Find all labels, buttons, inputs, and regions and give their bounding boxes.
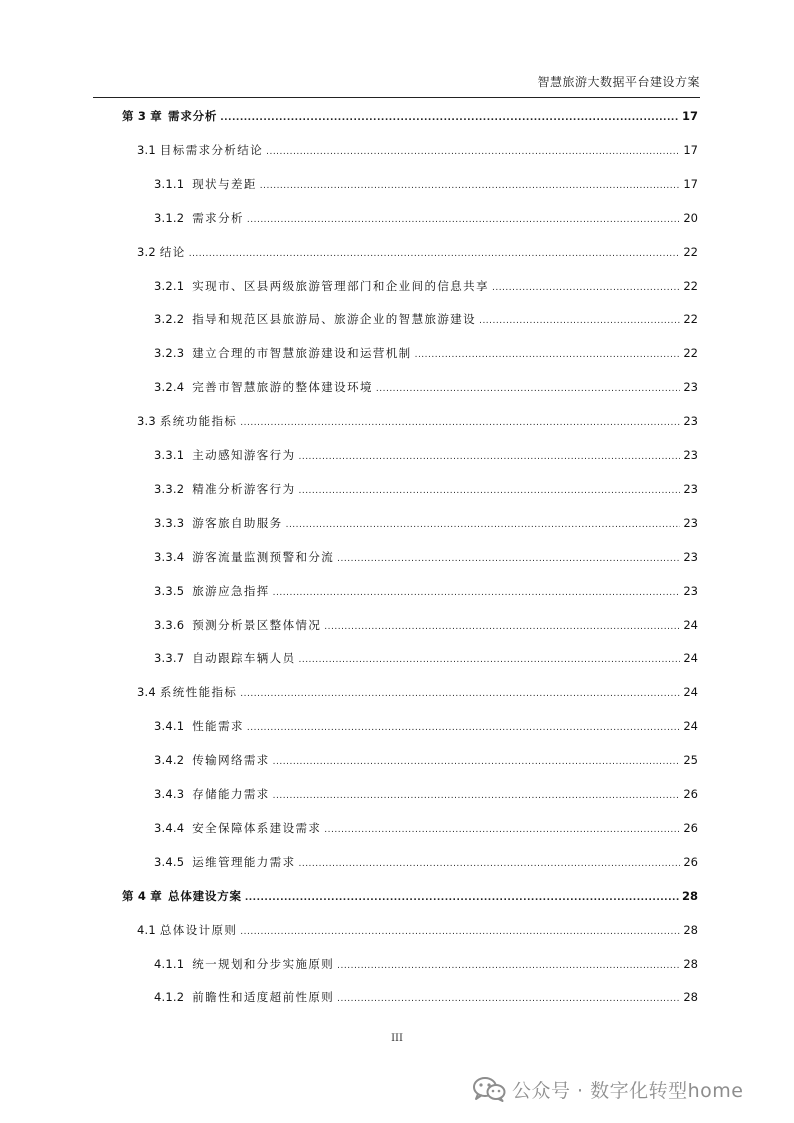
toc-dot-leader bbox=[298, 448, 680, 466]
toc-entry-number: 3.3.6 bbox=[154, 617, 185, 632]
toc-entry-title: 游客旅自助服务 bbox=[192, 515, 283, 530]
toc-dot-leader bbox=[273, 787, 681, 805]
toc-entry[interactable] bbox=[154, 955, 698, 973]
toc-dot-leader bbox=[298, 651, 680, 669]
toc-entry-page: 26 bbox=[683, 854, 698, 869]
toc-entry-page: 22 bbox=[683, 278, 698, 293]
toc-dot-leader bbox=[337, 990, 680, 1008]
toc-entry[interactable] bbox=[137, 683, 698, 701]
toc-entry-title: 现状与差距 bbox=[192, 176, 257, 191]
toc-entry-number: 3.3 bbox=[137, 414, 156, 429]
toc-entry-title: 主动感知游客行为 bbox=[192, 448, 296, 462]
toc-entry-title: 前瞻性和适度超前性原则 bbox=[192, 990, 335, 1005]
toc-entry[interactable] bbox=[154, 209, 698, 227]
toc-entry-page: 28 bbox=[683, 990, 698, 1005]
toc-entry-number: 3.4.2 bbox=[154, 753, 185, 768]
toc-entry-number: 3.4.3 bbox=[154, 787, 185, 801]
toc-entry-number: 3.2.3 bbox=[154, 346, 185, 361]
toc-entry-page: 23 bbox=[683, 583, 698, 598]
toc-dot-leader bbox=[273, 753, 681, 771]
toc-entry-number: 3.1.1 bbox=[154, 176, 185, 191]
toc-entry-title: 游客流量监测预警和分流 bbox=[192, 549, 335, 564]
toc-chapter-entry[interactable] bbox=[122, 887, 698, 905]
wechat-icon bbox=[472, 1076, 506, 1102]
toc-entry-page: 24 bbox=[683, 651, 698, 666]
toc-entry[interactable] bbox=[154, 853, 698, 871]
toc-entry-number: 第 3 章 bbox=[122, 109, 163, 123]
toc-entry[interactable] bbox=[154, 378, 698, 396]
toc-entry-page: 22 bbox=[683, 244, 698, 259]
toc-entry[interactable] bbox=[154, 785, 698, 803]
toc-entry-page: 26 bbox=[683, 820, 698, 835]
toc-entry-number: 3.2 bbox=[137, 244, 156, 259]
toc-entry-title: 精准分析游客行为 bbox=[192, 481, 296, 496]
toc-entry[interactable] bbox=[137, 412, 698, 430]
toc-entry-title: 系统性能指标 bbox=[159, 685, 238, 700]
toc-entry-title: 统一规划和分步实施原则 bbox=[192, 956, 335, 971]
toc-entry[interactable] bbox=[137, 141, 698, 159]
toc-entry-number: 3.3.1 bbox=[154, 448, 185, 462]
toc-entry[interactable] bbox=[154, 514, 698, 532]
toc-entry-page: 23 bbox=[683, 380, 698, 395]
toc-dot-leader bbox=[492, 279, 680, 297]
toc-entry[interactable] bbox=[154, 344, 698, 362]
toc-entry-title: 目标需求分析结论 bbox=[159, 142, 264, 157]
toc-entry-page: 23 bbox=[683, 481, 698, 496]
toc-entry-title: 建立合理的市智慧旅游建设和运营机制 bbox=[192, 346, 412, 361]
toc-entry-title: 系统功能指标 bbox=[159, 414, 238, 429]
page-header bbox=[93, 71, 700, 98]
toc-entry-page: 24 bbox=[683, 719, 698, 734]
toc-entry[interactable] bbox=[154, 310, 698, 328]
page-number: III bbox=[391, 1033, 403, 1044]
watermark bbox=[472, 1074, 743, 1104]
watermark-text: 公众号 · 数字化转型home bbox=[512, 1079, 744, 1102]
toc-entry-number: 3.4.1 bbox=[154, 719, 185, 734]
toc-chapter-entry[interactable] bbox=[122, 107, 698, 125]
toc-entry-page: 24 bbox=[683, 617, 698, 632]
toc-entry[interactable] bbox=[154, 277, 698, 295]
toc-entry-page: 26 bbox=[683, 787, 698, 801]
toc-entry-title: 旅游应急指挥 bbox=[192, 583, 270, 598]
toc-entry-number: 第 4 章 bbox=[122, 888, 163, 903]
toc-entry-page: 23 bbox=[683, 549, 698, 564]
toc-entry[interactable] bbox=[154, 649, 698, 667]
toc-entry-number: 3.3.3 bbox=[154, 515, 185, 530]
toc-entry-page: 22 bbox=[683, 312, 698, 327]
toc-entry-number: 3.3.5 bbox=[154, 583, 185, 598]
toc-dot-leader bbox=[220, 109, 679, 127]
toc-entry[interactable] bbox=[154, 175, 698, 193]
toc-dot-leader bbox=[298, 482, 680, 500]
toc-entry-number: 4.1.2 bbox=[154, 990, 185, 1005]
toc-entry-number: 3.4.4 bbox=[154, 820, 185, 835]
toc-entry-page: 24 bbox=[683, 685, 698, 700]
toc-dot-leader bbox=[298, 855, 680, 873]
toc-entry-number: 3.1.2 bbox=[154, 210, 185, 225]
toc-entry[interactable] bbox=[137, 243, 698, 261]
toc-entry-title: 传输网络需求 bbox=[192, 753, 270, 768]
toc-entry-title: 自动跟踪车辆人员 bbox=[192, 651, 296, 666]
toc-entry-page: 23 bbox=[683, 515, 698, 530]
toc-entry-title: 性能需求 bbox=[192, 719, 244, 734]
toc-entry-title: 完善市智慧旅游的整体建设环境 bbox=[192, 380, 373, 395]
toc-entry-number: 3.2.1 bbox=[154, 278, 185, 293]
toc-entry[interactable] bbox=[137, 921, 698, 939]
toc-entry[interactable] bbox=[154, 480, 698, 498]
toc-entry-title: 实现市、区县两级旅游管理部门和企业间的信息共享 bbox=[192, 278, 489, 293]
toc-entry[interactable] bbox=[154, 717, 698, 735]
toc-entry-page: 17 bbox=[683, 176, 698, 191]
toc-dot-leader bbox=[240, 685, 680, 703]
document-title: 智慧旅游大数据平台建设方案 bbox=[537, 75, 700, 89]
toc-entry[interactable] bbox=[154, 582, 698, 600]
toc-dot-leader bbox=[266, 143, 680, 161]
toc-dot-leader bbox=[337, 957, 680, 975]
toc-entry-title: 指导和规范区县旅游局、旅游企业的智慧旅游建设 bbox=[192, 312, 477, 327]
toc-entry-title: 运维管理能力需求 bbox=[192, 854, 296, 869]
toc-entry-number: 3.3.2 bbox=[154, 481, 185, 496]
toc-entry-number: 3.3.4 bbox=[154, 549, 185, 564]
toc-dot-leader bbox=[260, 177, 681, 195]
toc-entry-page: 23 bbox=[683, 414, 698, 429]
toc-entry-number: 4.1.1 bbox=[154, 956, 185, 971]
toc-entry-page: 17 bbox=[683, 142, 698, 157]
toc-entry-page: 25 bbox=[683, 753, 698, 768]
toc-entry-title: 总体建设方案 bbox=[168, 888, 242, 903]
toc-dot-leader bbox=[337, 550, 680, 568]
toc-dot-leader bbox=[247, 211, 680, 229]
toc-entry-title: 需求分析 bbox=[168, 109, 218, 123]
toc-entry-number: 3.2.2 bbox=[154, 312, 185, 327]
toc-entry-title: 总体设计原则 bbox=[159, 922, 238, 937]
toc-dot-leader bbox=[415, 346, 681, 364]
toc-entry[interactable] bbox=[154, 548, 698, 566]
toc-dot-leader bbox=[247, 719, 680, 737]
toc-entry-number: 3.4.5 bbox=[154, 854, 185, 869]
toc-dot-leader bbox=[479, 312, 680, 330]
toc-entry-title: 存储能力需求 bbox=[192, 787, 270, 801]
toc-dot-leader bbox=[240, 414, 680, 432]
toc-entry[interactable] bbox=[154, 988, 698, 1006]
toc-entry-number: 4.1 bbox=[137, 922, 156, 937]
toc-dot-leader bbox=[324, 821, 680, 839]
toc-dot-leader bbox=[273, 584, 681, 602]
toc-entry-page: 28 bbox=[683, 956, 698, 971]
toc-entry-title: 需求分析 bbox=[192, 210, 244, 225]
toc-entry-page: 22 bbox=[683, 346, 698, 361]
toc-entry[interactable] bbox=[154, 616, 698, 634]
toc-entry-page: 28 bbox=[681, 888, 698, 903]
toc-dot-leader bbox=[376, 380, 680, 398]
toc-dot-leader bbox=[240, 923, 680, 941]
toc-entry[interactable] bbox=[154, 446, 698, 464]
toc-entry-page: 17 bbox=[681, 109, 698, 123]
toc-entry-title: 预测分析景区整体情况 bbox=[192, 617, 322, 632]
toc-entry-page: 28 bbox=[683, 922, 698, 937]
toc-entry-title: 安全保障体系建设需求 bbox=[192, 820, 322, 835]
toc-entry-number: 3.3.7 bbox=[154, 651, 185, 666]
toc-dot-leader bbox=[324, 618, 680, 636]
toc-entry-page: 23 bbox=[683, 448, 698, 462]
toc-entry-title: 结论 bbox=[159, 244, 186, 259]
toc-entry[interactable] bbox=[154, 751, 698, 769]
toc-dot-leader bbox=[286, 516, 681, 534]
toc-entry-number: 3.2.4 bbox=[154, 380, 185, 395]
toc-entry[interactable] bbox=[154, 819, 698, 837]
toc-entry-number: 3.1 bbox=[137, 142, 156, 157]
toc-entry-page: 20 bbox=[683, 210, 698, 225]
toc-dot-leader bbox=[189, 245, 681, 263]
toc-dot-leader bbox=[245, 889, 679, 907]
toc-entry-number: 3.4 bbox=[137, 685, 156, 700]
